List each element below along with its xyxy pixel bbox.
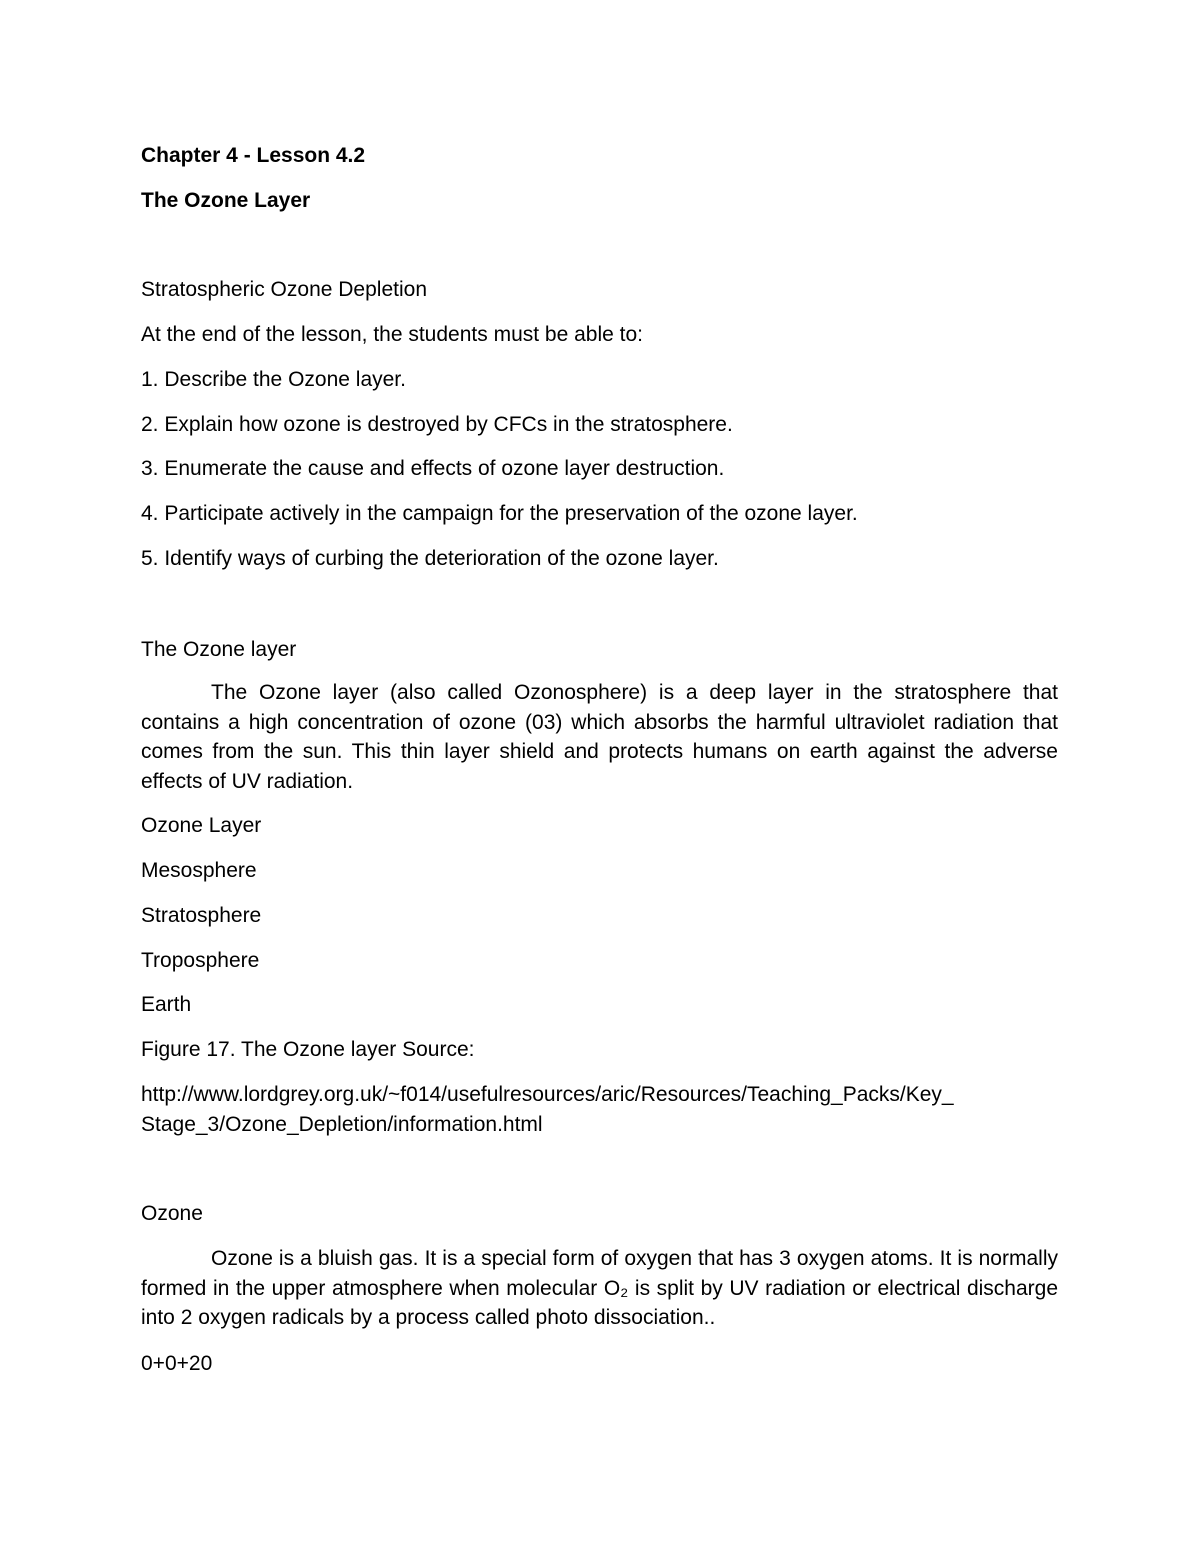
ozone-paragraph: Ozone is a bluish gas. It is a special form of oxygen that has 3 oxygen atoms. It is normally formed in the upper atmosphere when molecular O₂ is split by UV radiation or electrical discharge into 2 oxygen radicals by a process called photo dissociation.. <box>141 1247 1058 1329</box>
section-heading-ozone-layer: The Ozone layer <box>141 638 297 661</box>
objective-item: 4. Participate actively in the campaign for the preservation of the ozone layer. <box>141 502 858 525</box>
section-heading-ozone: Ozone <box>141 1202 203 1225</box>
figure-label: Troposphere <box>141 949 260 972</box>
ozone-layer-paragraph: The Ozone layer (also called Ozonosphere) is a deep layer in the stratosphere that contains a high concentration of ozone (03) which absorbs the harmful ultraviolet radiation that comes from the sun. This thin layer shield and protects humans on earth against the adverse effects of UV radiation. <box>141 681 1058 793</box>
figure-label: Ozone Layer <box>141 814 262 837</box>
chapter-heading: Chapter 4 - Lesson 4.2 <box>141 144 366 167</box>
figure-caption: Figure 17. The Ozone layer Source: <box>141 1038 475 1061</box>
lesson-title: The Ozone Layer <box>141 189 311 212</box>
section-heading-depletion: Stratospheric Ozone Depletion <box>141 278 427 301</box>
figure-label: Mesosphere <box>141 859 257 882</box>
figure-label: Stratosphere <box>141 904 262 927</box>
figure-label: Earth <box>141 993 192 1016</box>
objective-item: 5. Identify ways of curbing the deterioration of the ozone layer. <box>141 547 719 570</box>
equation-line: 0+0+20 <box>141 1352 213 1375</box>
objective-item: 2. Explain how ozone is destroyed by CFCs in the stratosphere. <box>141 413 733 436</box>
source-url: http://www.lordgrey.org.uk/~f014/usefulresources/aric/Resources/Teaching_Packs/Key_ Stage_3/Ozone_Depletion/information.html <box>141 1083 954 1136</box>
objective-item: 3. Enumerate the cause and effects of ozone layer destruction. <box>141 457 725 480</box>
objectives-intro: At the end of the lesson, the students must be able to: <box>141 323 643 346</box>
objective-item: 1. Describe the Ozone layer. <box>141 368 406 391</box>
